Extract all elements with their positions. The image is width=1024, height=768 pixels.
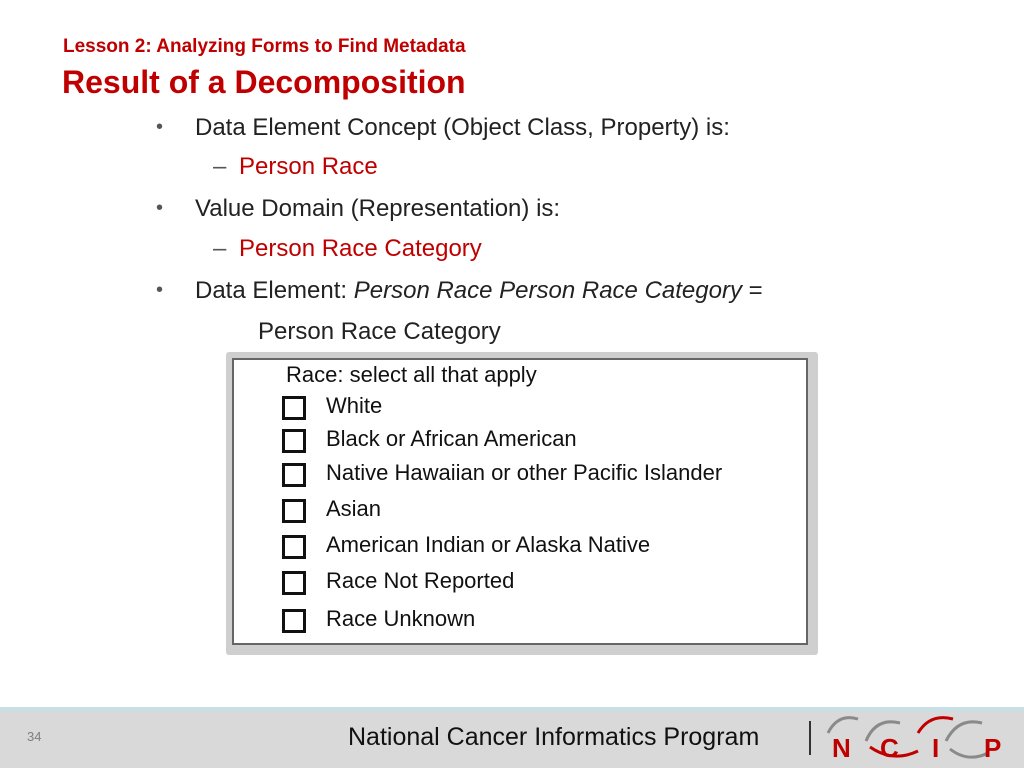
race-option-label: Race Not Reported xyxy=(326,568,515,593)
race-form-image xyxy=(232,358,808,645)
race-option-label: Asian xyxy=(326,496,382,521)
form-header: Race: select all that apply xyxy=(286,362,537,387)
logo-letter-i: I xyxy=(932,733,940,763)
sub-bullet-1-text: Person Race xyxy=(239,153,378,180)
checkbox-icon xyxy=(282,499,306,523)
checkbox-icon xyxy=(282,463,306,487)
dash-marker: – xyxy=(213,235,227,262)
bullet-3-italic: Person Race Person Race Category xyxy=(353,277,742,304)
checkbox-icon xyxy=(282,535,306,559)
race-option-label: Race Unknown xyxy=(326,606,476,631)
checkbox-icon xyxy=(282,609,306,633)
race-option-label: American Indian or Alaska Native xyxy=(326,532,651,557)
bullet-2-text: Value Domain (Representation) is: xyxy=(195,195,561,222)
bullet-dot: • xyxy=(156,197,164,219)
lesson-subtitle: Lesson 2: Analyzing Forms to Find Metadata xyxy=(63,36,466,57)
bullet-3-suffix: = xyxy=(741,277,763,304)
logo-letter-p: P xyxy=(984,733,1002,763)
checkbox-icon xyxy=(282,396,306,420)
ncip-logo xyxy=(818,713,1018,768)
race-option-label: Native Hawaiian or other Pacific Islander xyxy=(326,460,723,485)
slide-title: Result of a Decomposition xyxy=(62,64,466,100)
bullet-dot: • xyxy=(156,116,164,138)
page-number: 34 xyxy=(27,729,42,744)
bullet-3-continuation: Person Race Category xyxy=(258,318,501,345)
bullet-3-text xyxy=(195,277,763,305)
logo-letter-n: N xyxy=(832,733,851,763)
race-option-label: Black or African American xyxy=(326,426,577,451)
slide-footer xyxy=(0,711,1024,768)
dash-marker: – xyxy=(213,153,227,180)
footer-divider xyxy=(809,721,811,755)
race-option-label: White xyxy=(326,393,383,418)
logo-letter-c: C xyxy=(880,733,899,763)
checkbox-icon xyxy=(282,429,306,453)
bullet-dot: • xyxy=(156,279,164,301)
program-name: National Cancer Informatics Program xyxy=(348,723,760,751)
sub-bullet-2-text: Person Race Category xyxy=(239,235,482,262)
bullet-1-text: Data Element Concept (Object Class, Property) is: xyxy=(195,114,730,141)
bullet-3-prefix: Data Element: xyxy=(195,277,354,304)
checkbox-icon xyxy=(282,571,306,595)
